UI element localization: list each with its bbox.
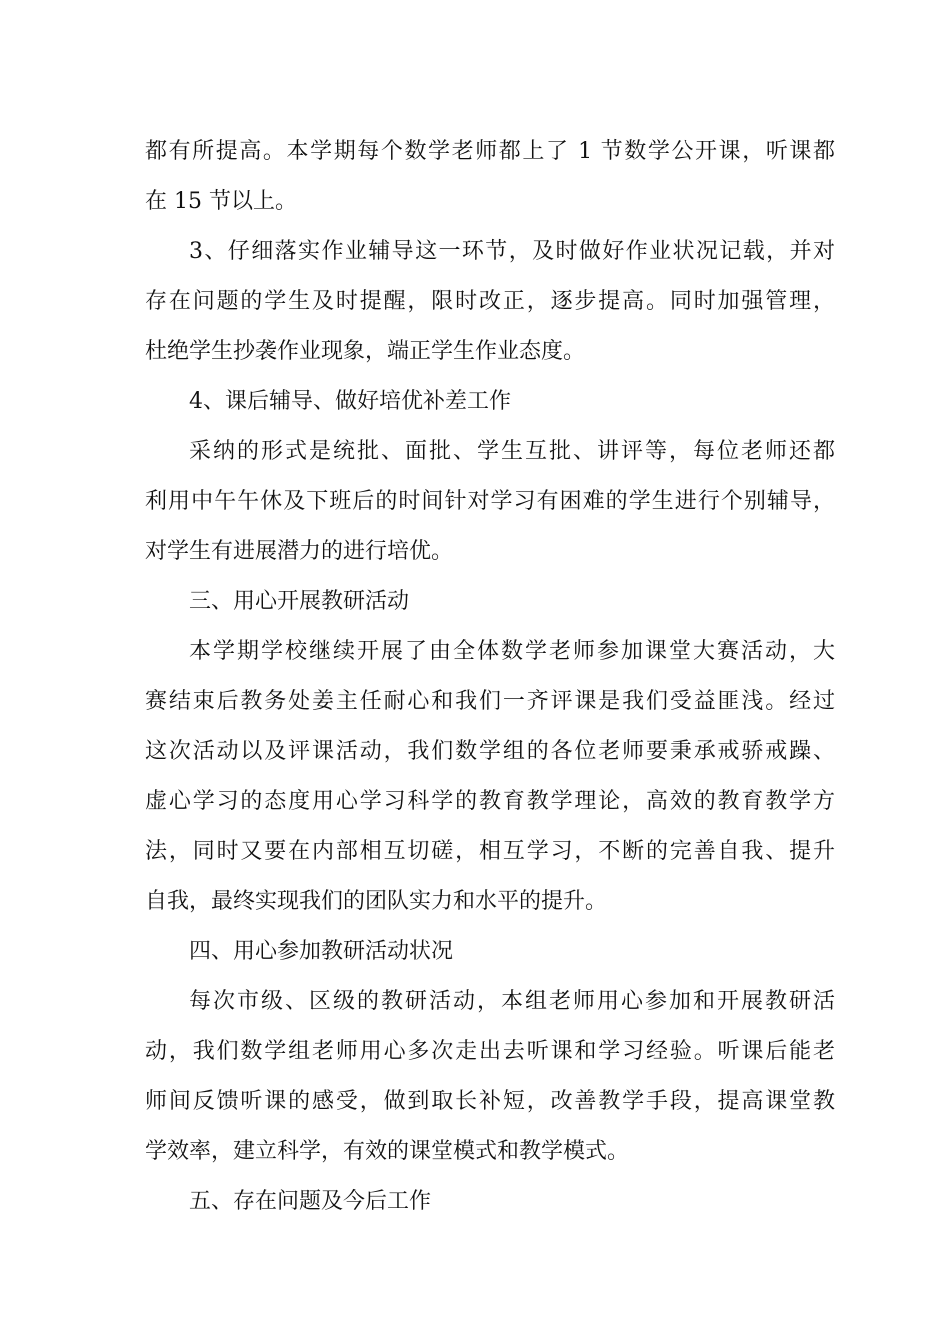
text-line: 3、仔细落实作业辅导这一环节，及时做好作业状况记载，并对 <box>189 239 835 264</box>
text-line: 虚心学习的态度用心学习科学的教育教学理论，高效的教育教学方 <box>145 789 835 814</box>
text-line: 利用中午午休及下班后的时间针对学习有困难的学生进行个别辅导， <box>145 489 835 514</box>
text-line: 动，我们数学组老师用心多次走出去听课和学习经验。听课后能老 <box>145 1039 835 1064</box>
text-line: 四、用心参加教研活动状况 <box>189 939 454 964</box>
text-line: 这次活动以及评课活动，我们数学组的各位老师要秉承戒骄戒躁、 <box>145 739 835 764</box>
text-line: 法，同时又要在内部相互切磋，相互学习，不断的完善自我、提升 <box>145 839 835 864</box>
text-line: 在 15 节以上。 <box>145 189 297 214</box>
text-line: 存在问题的学生及时提醒，限时改正，逐步提高。同时加强管理， <box>145 289 835 314</box>
text-line: 自我，最终实现我们的团队实力和水平的提升。 <box>145 889 608 914</box>
text-line: 本学期学校继续开展了由全体数学老师参加课堂大赛活动，大 <box>189 639 835 664</box>
text-line: 赛结束后教务处姜主任耐心和我们一齐评课是我们受益匪浅。经过 <box>145 689 835 714</box>
text-line: 学效率，建立科学，有效的课堂模式和教学模式。 <box>145 1139 630 1164</box>
text-line: 师间反馈听课的感受，做到取长补短，改善教学手段，提高课堂教 <box>145 1089 835 1114</box>
text-line: 五、存在问题及今后工作 <box>189 1189 432 1214</box>
text-line: 采纳的形式是统批、面批、学生互批、讲评等，每位老师还都 <box>189 439 835 464</box>
text-line: 4、课后辅导、做好培优补差工作 <box>189 389 511 414</box>
document-body <box>145 127 835 1227</box>
text-line: 每次市级、区级的教研活动，本组老师用心参加和开展教研活 <box>189 989 835 1014</box>
text-line: 三、用心开展教研活动 <box>189 589 410 614</box>
text-line: 对学生有进展潜力的进行培优。 <box>145 539 454 564</box>
text-line: 都有所提高。本学期每个数学老师都上了 1 节数学公开课，听课都 <box>145 139 835 164</box>
text-line: 杜绝学生抄袭作业现象，端正学生作业态度。 <box>145 339 586 364</box>
